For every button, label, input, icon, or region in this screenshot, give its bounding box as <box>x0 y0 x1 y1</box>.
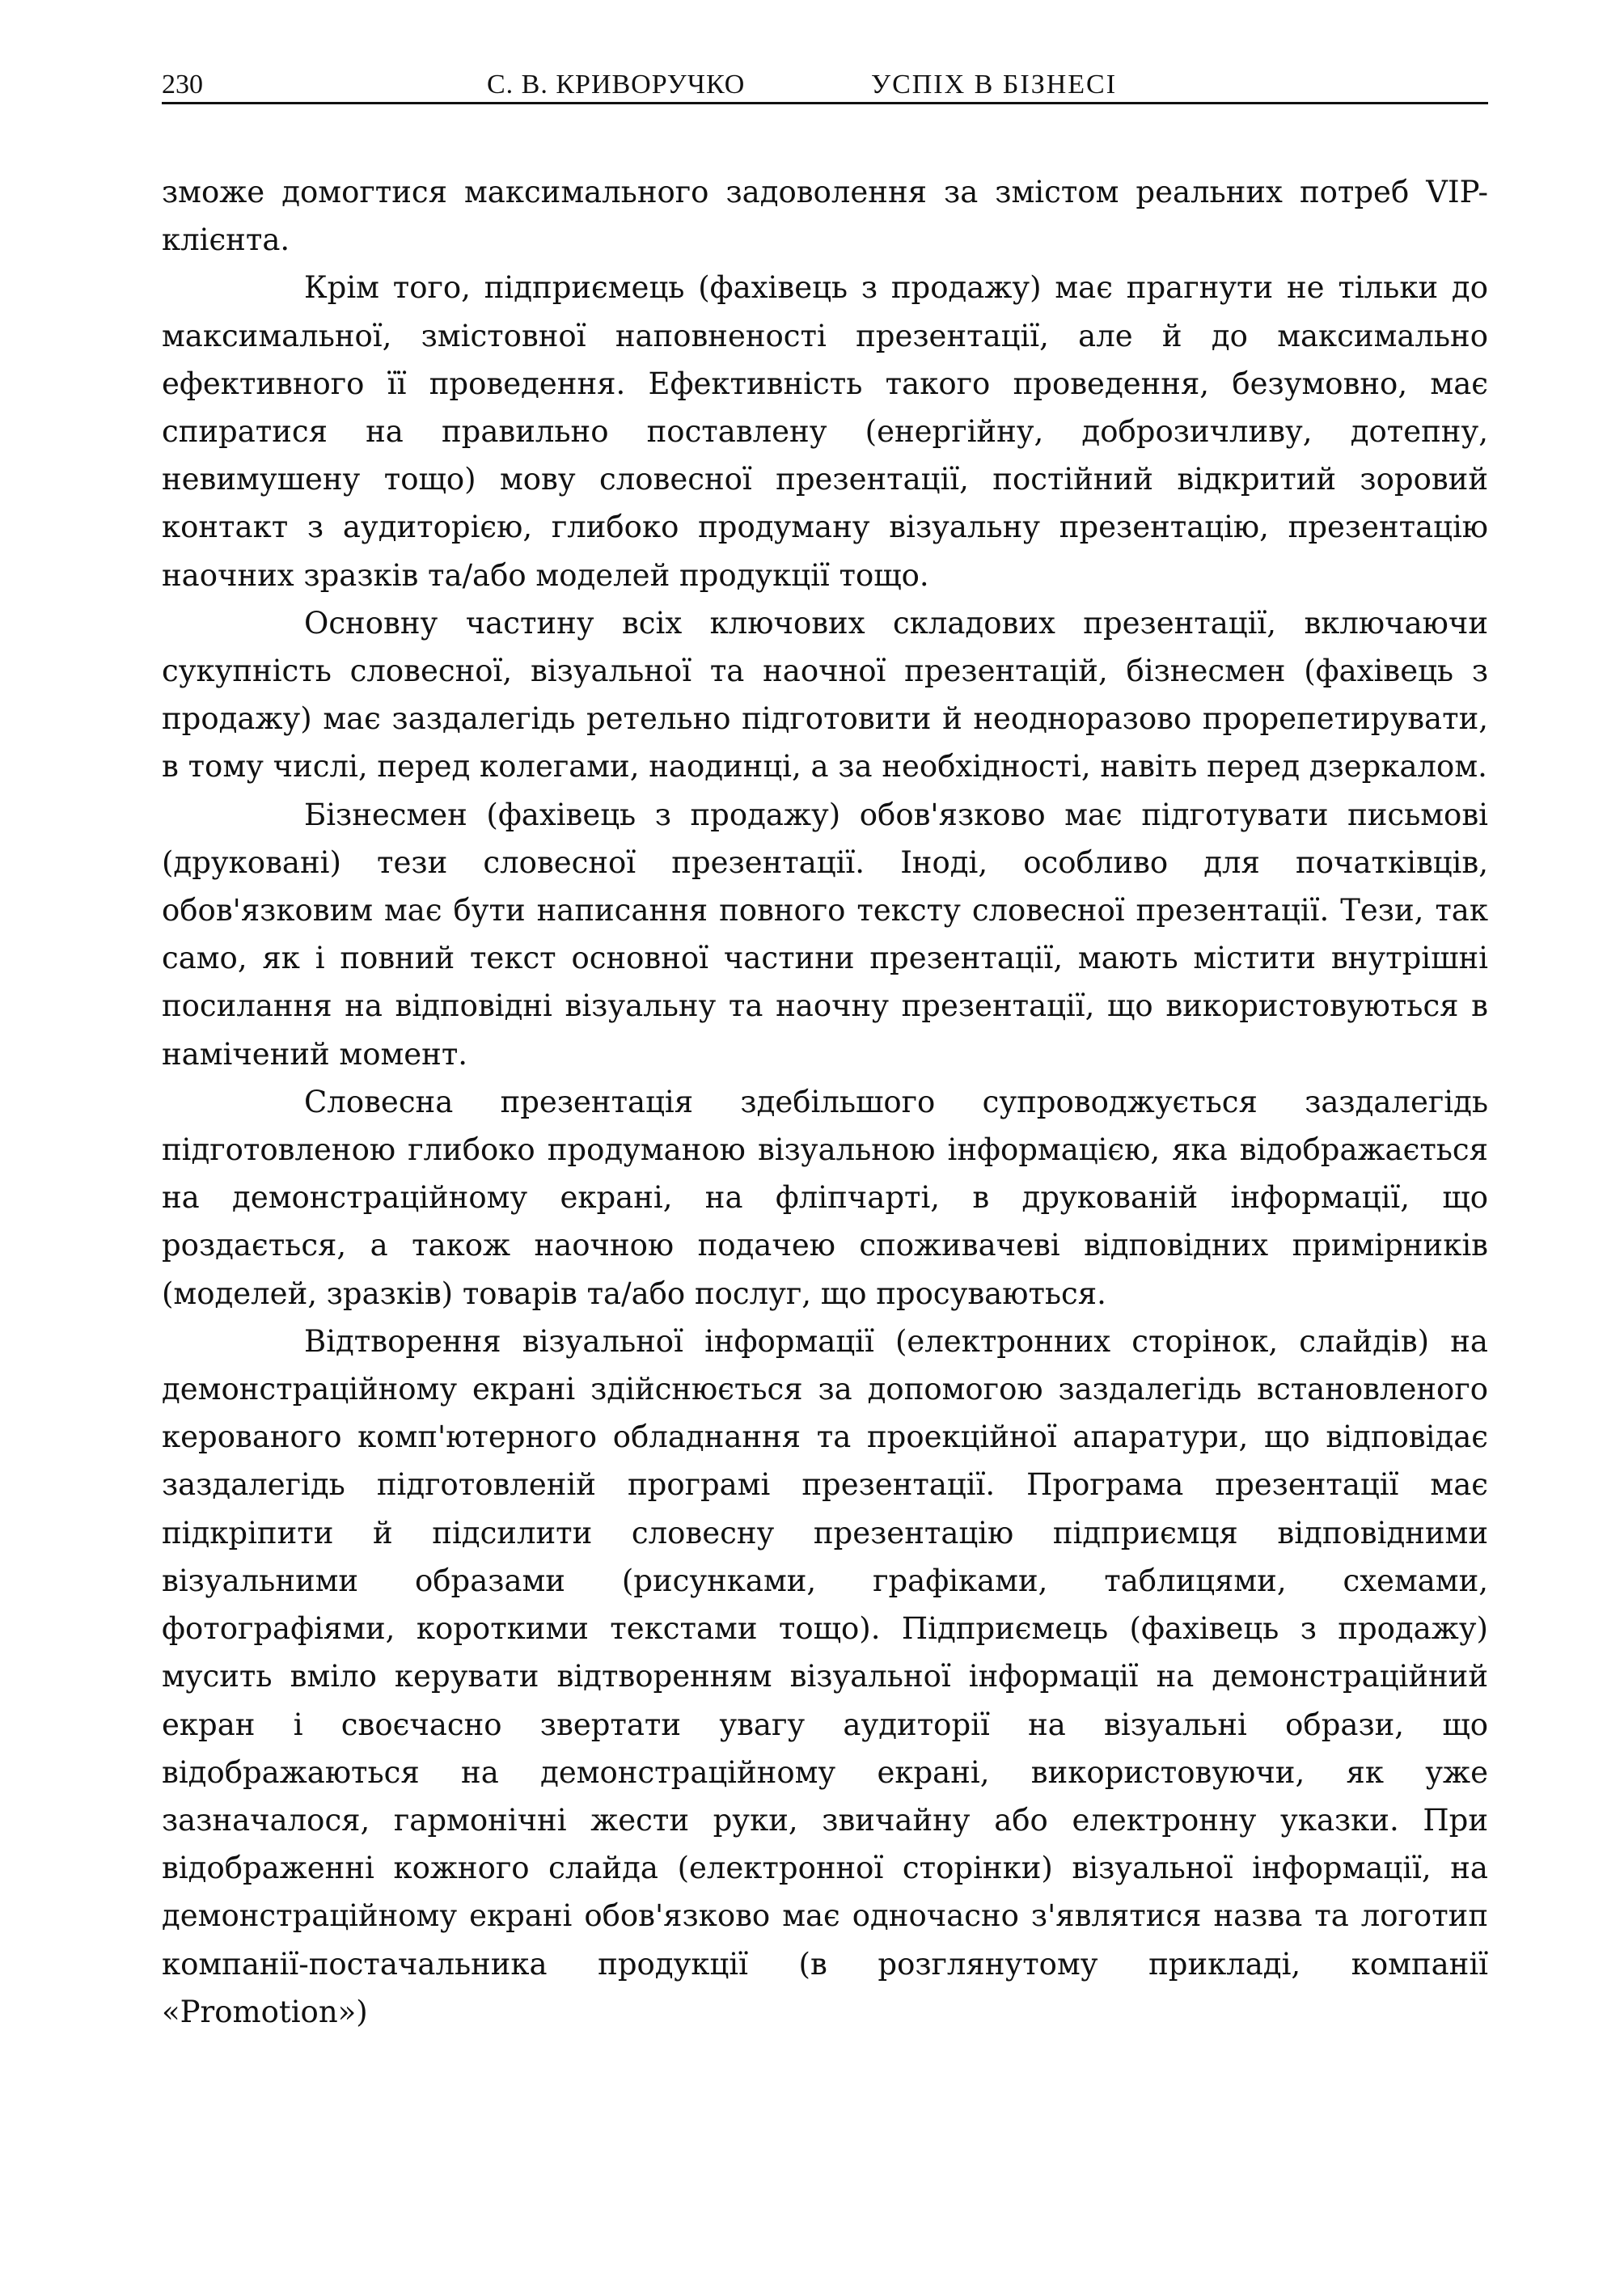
page-header <box>162 58 1488 104</box>
paragraph: Бізнесмен (фахівець з продажу) обов'язково має підготувати письмові (друковані) тези словесної презентації. Іноді, особливо для початківців, обов'язковим має бути написання повного тексту словесної презентації. Тези, так само, як і повний текст основної частини презентації, мають містити внутрішні посилання на відповідні візуальну та наочну презентації, що використовуються в намічений момент. <box>162 797 1488 1072</box>
running-head-title: УСПІХ В БІЗНЕСІ <box>871 70 1118 99</box>
running-head-author: С. В. КРИВОРУЧКО <box>487 70 746 99</box>
paragraph: Крім того, підприємець (фахівець з продажу) має прагнути не тільки до максимальної, змістовної наповненості презентації, але й до максимально ефективного її проведення. Ефективність такого проведення, безумовно, має спиратися на правильно поставлену (енергійну, доброзичливу, дотепну, невимушену тощо) мову словесної презентації, постійний відкритий зоровий контакт з аудиторією, глибоко продуману візуальну презентацію, презентацію наочних зразків та/або моделей продукції тощо. <box>162 270 1488 593</box>
body-text <box>162 168 1488 2036</box>
paragraph: Основну частину всіх ключових складових презентації, включаючи сукупність словесної, візуальної та наочної презентацій, бізнесмен (фахівець з продажу) має заздалегідь ретельно підготовити й неодноразово прорепетирувати, в тому числі, перед колегами, наодинці, а за необхідності, навіть перед дзеркалом. <box>162 605 1488 785</box>
paragraph: Відтворення візуальної інформації (електронних сторінок, слайдів) на демонстраційному екрані здійснюється за допомогою заздалегідь встановленого керованого комп'ютерного обладнання та проекційної апаратури, що відповідає заздалегідь підготовленій програмі презентації. Програма презентації має підкріпити й підсилити словесну презентацію підприємця відповідними візуальними образами (рисунками, графіками, таблицями, схемами, фотографіями, короткими текстами тощо). Підприємець (фахівець з продажу) мусить вміло керувати відтворенням візуальної інформації на демонстраційний екран і своєчасно звертати увагу аудиторії на візуальні образи, що відображаються на демонстраційному екрані, використовуючи, як уже зазначалося, гармонічні жести руки, звичайну або електронну указки. При відображенні кожного слайда (електронної сторінки) візуальної інформації, на демонстраційному екрані обов'язково має одночасно з'являтися назва та логотип компанії-постачальника продукції (в розглянутому прикладі, компанії «Promotion») <box>162 1323 1488 2029</box>
paragraph-continuation: зможе домогтися максимального задоволення за змістом реальних потреб VIP-клієнта. <box>162 175 1488 258</box>
page-number: 230 <box>162 70 203 99</box>
paragraph: Словесна презентація здебільшого супроводжується заздалегідь підготовленою глибоко продуманою візуальною інформацією, яка відображається на демонстраційному екрані, на фліпчарті, в друкованій інформації, що роздається, а також наочною подачею споживачеві відповідних примірників (моделей, зразків) товарів та/або послуг, що просуваються. <box>162 1084 1488 1311</box>
